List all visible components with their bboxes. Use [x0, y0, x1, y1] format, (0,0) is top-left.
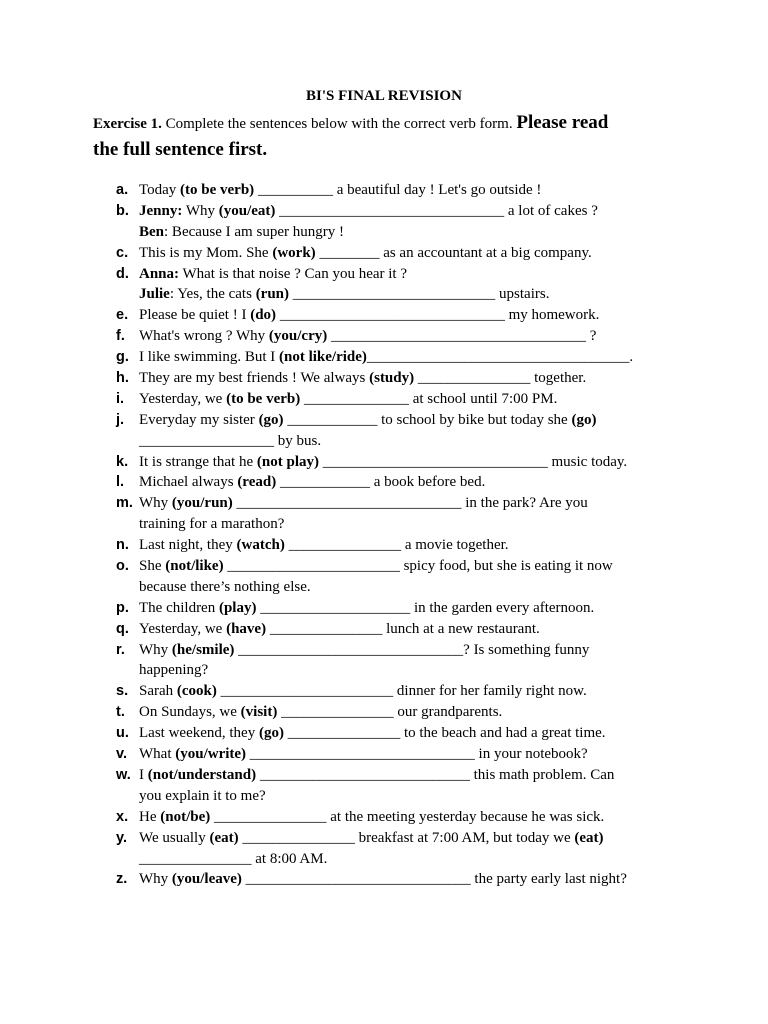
sentence-fragment: ________ as an accountant at a big company.	[315, 244, 592, 261]
exercise-item	[0, 640, 768, 661]
sentence-fragment: ______________________________ music today.	[318, 453, 628, 470]
exercise-item-continuation	[0, 514, 768, 535]
sentence-fragment: ______________________________ in the park? Are you	[232, 495, 588, 512]
item-sentence	[139, 744, 588, 765]
sentence-fragment: _______________ at 8:00 AM.	[139, 850, 328, 867]
instruction-emphasis-1: Please read	[516, 112, 609, 133]
sentence-fragment: I	[139, 766, 148, 783]
verb-prompt: (cook)	[176, 683, 217, 700]
sentence-fragment: ______________________________? Is something funny	[234, 641, 590, 658]
verb-prompt: (not play)	[256, 453, 319, 470]
item-sentence	[139, 786, 266, 807]
verb-prompt: (to be verb)	[180, 182, 255, 198]
exercise-item	[0, 243, 768, 264]
item-letter: k.	[116, 453, 129, 470]
sentence-fragment: On Sundays, we	[139, 704, 241, 721]
exercise-item	[0, 410, 768, 431]
sentence-fragment: They are my best friends ! We always	[139, 370, 370, 387]
sentence-fragment: __________ a beautiful day ! Let's go outside !	[254, 182, 542, 198]
sentence-fragment: Michael always	[139, 474, 238, 491]
item-letter: e.	[116, 307, 129, 324]
exercise-item-continuation	[0, 284, 768, 305]
exercise-item-continuation	[0, 577, 768, 598]
exercise-item	[0, 619, 768, 640]
sentence-fragment: I like swimming. But I	[139, 349, 279, 366]
exercise-item-continuation	[0, 431, 768, 452]
verb-prompt: (not like/ride)	[279, 349, 367, 366]
item-sentence	[139, 660, 208, 681]
item-sentence	[139, 556, 613, 577]
item-sentence	[139, 577, 311, 598]
verb-prompt: Anna:	[139, 265, 180, 282]
verb-prompt: (he/smile)	[171, 641, 235, 658]
sentence-fragment: What's wrong ? Why	[139, 328, 269, 345]
item-sentence	[139, 368, 586, 389]
exercise-item	[0, 452, 768, 473]
item-sentence	[139, 305, 599, 326]
sentence-fragment: __________________ by bus.	[139, 432, 322, 449]
exercise-list	[0, 180, 768, 890]
item-sentence	[139, 681, 587, 702]
item-sentence	[139, 640, 589, 661]
exercise-item	[0, 598, 768, 619]
sentence-fragment: We usually	[139, 829, 210, 846]
verb-prompt: (visit)	[240, 704, 278, 721]
instruction-emphasis-2: the full sentence first.	[93, 139, 268, 160]
sentence-fragment: It is strange that he	[139, 453, 257, 470]
item-letter: i.	[116, 390, 125, 407]
sentence-fragment: _______________ together.	[414, 370, 587, 387]
sentence-fragment: ____________ a book before bed.	[276, 474, 486, 491]
item-sentence	[139, 807, 604, 828]
instruction-text: Complete the sentences below with the correct verb form.	[161, 116, 517, 132]
item-letter: m.	[116, 495, 133, 512]
sentence-fragment: because there’s nothing else.	[139, 578, 311, 595]
sentence-fragment: ____________ to school by bike but today she	[283, 411, 572, 428]
item-sentence	[139, 849, 327, 870]
exercise-item	[0, 765, 768, 786]
verb-prompt: (you/leave)	[171, 871, 242, 888]
exercise-label: Exercise 1.	[93, 116, 162, 132]
exercise-item-continuation	[0, 849, 768, 870]
verb-prompt: (watch)	[236, 537, 285, 554]
verb-prompt: (go)	[258, 725, 284, 742]
exercise-item-continuation	[0, 660, 768, 681]
page-title: BI'S FINAL REVISION	[306, 88, 462, 104]
sentence-fragment: Why	[139, 641, 172, 658]
item-letter: z.	[116, 871, 128, 888]
item-sentence	[139, 869, 627, 890]
sentence-fragment: _______________ to the beach and had a great time.	[283, 725, 606, 742]
verb-prompt: (you/cry)	[268, 328, 328, 345]
sentence-fragment: ___________________________________.	[366, 349, 634, 366]
sentence-fragment: Why	[139, 871, 172, 888]
sentence-fragment: Why	[182, 202, 219, 219]
item-sentence	[139, 452, 627, 473]
sentence-fragment: ______________ at school until 7:00 PM.	[300, 390, 558, 407]
exercise-item	[0, 723, 768, 744]
exercise-item	[0, 368, 768, 389]
verb-prompt: (have)	[226, 620, 267, 637]
sentence-fragment: ______________________________ in your notebook?	[246, 746, 588, 763]
sentence-fragment: The children	[139, 599, 219, 616]
item-sentence	[139, 472, 485, 493]
sentence-fragment: Last weekend, they	[139, 725, 259, 742]
item-letter: c.	[116, 244, 129, 261]
item-sentence	[139, 535, 509, 556]
item-sentence	[139, 347, 633, 368]
item-sentence	[139, 598, 594, 619]
item-sentence	[139, 828, 604, 849]
exercise-item	[0, 180, 768, 201]
item-letter: r.	[116, 641, 125, 658]
exercise-item	[0, 493, 768, 514]
item-sentence	[139, 431, 321, 452]
sentence-fragment: What is that noise ? Can you hear it ?	[179, 265, 408, 282]
sentence-fragment: Please be quiet ! I	[139, 307, 251, 324]
exercise-item	[0, 702, 768, 723]
item-letter: s.	[116, 683, 129, 700]
verb-prompt: (work)	[272, 244, 316, 261]
item-sentence	[139, 410, 596, 431]
sentence-fragment: Sarah	[139, 683, 177, 700]
item-sentence	[139, 765, 614, 786]
item-sentence	[139, 493, 588, 514]
sentence-fragment: ____________________ in the garden every afternoon.	[256, 599, 595, 616]
sentence-fragment: He	[139, 808, 161, 825]
item-letter: t.	[116, 704, 125, 721]
item-sentence	[139, 702, 502, 723]
verb-prompt: (you/eat)	[218, 202, 276, 219]
verb-prompt: (not/like)	[165, 558, 224, 575]
sentence-fragment: Last night, they	[139, 537, 237, 554]
exercise-item	[0, 807, 768, 828]
item-letter: p.	[116, 599, 129, 616]
exercise-item	[0, 264, 768, 285]
item-letter: o.	[116, 558, 129, 575]
sentence-fragment: Why	[139, 495, 172, 512]
sentence-fragment: Everyday my sister	[139, 411, 259, 428]
exercise-item	[0, 535, 768, 556]
item-letter: q.	[116, 620, 129, 637]
item-sentence	[139, 264, 407, 285]
item-letter: h.	[116, 370, 129, 387]
sentence-fragment: _______________________ spicy food, but she is eating it now	[223, 558, 613, 575]
exercise-item	[0, 201, 768, 222]
item-letter: n.	[116, 537, 129, 554]
verb-prompt: Julie	[139, 286, 170, 303]
exercise-item	[0, 869, 768, 890]
item-sentence	[139, 284, 549, 305]
item-sentence	[139, 326, 596, 347]
sentence-fragment: Today	[139, 182, 181, 198]
exercise-item-continuation	[0, 786, 768, 807]
exercise-item	[0, 681, 768, 702]
sentence-fragment: ____________________________ this math problem. Can	[256, 766, 615, 783]
verb-prompt: (to be verb)	[226, 390, 301, 407]
item-letter: g.	[116, 349, 129, 366]
verb-prompt: Ben	[139, 223, 165, 240]
verb-prompt: (you/write)	[175, 746, 247, 763]
sentence-fragment: _______________ breakfast at 7:00 AM, but today we	[238, 829, 575, 846]
item-letter: j.	[116, 411, 125, 428]
item-sentence	[139, 389, 557, 410]
sentence-fragment: ______________________________ my homework.	[276, 307, 600, 324]
verb-prompt: (not/be)	[160, 808, 211, 825]
sentence-fragment: happening?	[139, 662, 209, 679]
verb-prompt: (run)	[255, 286, 290, 303]
exercise-item	[0, 326, 768, 347]
sentence-fragment: She	[139, 558, 166, 575]
verb-prompt: (eat)	[209, 829, 239, 846]
sentence-fragment: Yesterday, we	[139, 390, 227, 407]
exercise-instructions	[93, 110, 693, 164]
verb-prompt: (do)	[250, 307, 277, 324]
sentence-fragment: training for a marathon?	[139, 516, 285, 533]
verb-prompt: (play)	[218, 599, 257, 616]
item-letter: l.	[116, 474, 125, 491]
exercise-item	[0, 556, 768, 577]
sentence-fragment: _______________ lunch at a new restaurant.	[266, 620, 540, 637]
exercise-item	[0, 305, 768, 326]
verb-prompt: (you/run)	[171, 495, 233, 512]
item-sentence	[139, 514, 284, 535]
sentence-fragment: ______________________________ the party early last night?	[241, 871, 627, 888]
item-sentence	[139, 201, 598, 222]
item-sentence	[139, 243, 592, 264]
item-letter: b.	[116, 202, 129, 219]
verb-prompt: (not/understand)	[147, 766, 257, 783]
sentence-fragment: _______________ a movie together.	[284, 537, 509, 554]
sentence-fragment: ___________________________ upstairs.	[289, 286, 550, 303]
item-sentence	[139, 180, 541, 201]
item-letter: v.	[116, 746, 128, 763]
sentence-fragment: __________________________________ ?	[327, 328, 597, 345]
sentence-fragment: What	[139, 746, 176, 763]
sentence-fragment: : Because I am super hungry !	[164, 223, 344, 240]
exercise-item	[0, 472, 768, 493]
item-sentence	[139, 723, 606, 744]
verb-prompt: (go)	[258, 411, 284, 428]
sentence-fragment: : Yes, the cats	[169, 286, 256, 303]
sentence-fragment: Yesterday, we	[139, 620, 227, 637]
item-letter: d.	[116, 265, 129, 282]
verb-prompt: (eat)	[574, 829, 604, 846]
sentence-fragment: ______________________________ a lot of cakes ?	[275, 202, 598, 219]
sentence-fragment: _______________ our grandparents.	[277, 704, 503, 721]
item-letter: f.	[116, 328, 125, 345]
verb-prompt: (read)	[237, 474, 277, 491]
item-sentence	[139, 222, 344, 243]
sentence-fragment: This is my Mom. She	[139, 244, 273, 261]
item-letter: u.	[116, 725, 129, 742]
sentence-fragment: you explain it to me?	[139, 787, 266, 804]
exercise-item	[0, 828, 768, 849]
exercise-item	[0, 389, 768, 410]
sentence-fragment: _______________________ dinner for her family right now.	[216, 683, 587, 700]
sentence-fragment: _______________ at the meeting yesterday because he was sick.	[210, 808, 605, 825]
exercise-item	[0, 347, 768, 368]
item-sentence	[139, 619, 540, 640]
exercise-item-continuation	[0, 222, 768, 243]
verb-prompt: (study)	[369, 370, 415, 387]
exercise-item	[0, 744, 768, 765]
item-letter: a.	[116, 182, 129, 198]
verb-prompt: (go)	[571, 411, 597, 428]
verb-prompt: Jenny:	[139, 202, 183, 219]
item-letter: x.	[116, 808, 129, 825]
item-letter: y.	[116, 829, 128, 846]
item-letter: w.	[116, 766, 131, 783]
